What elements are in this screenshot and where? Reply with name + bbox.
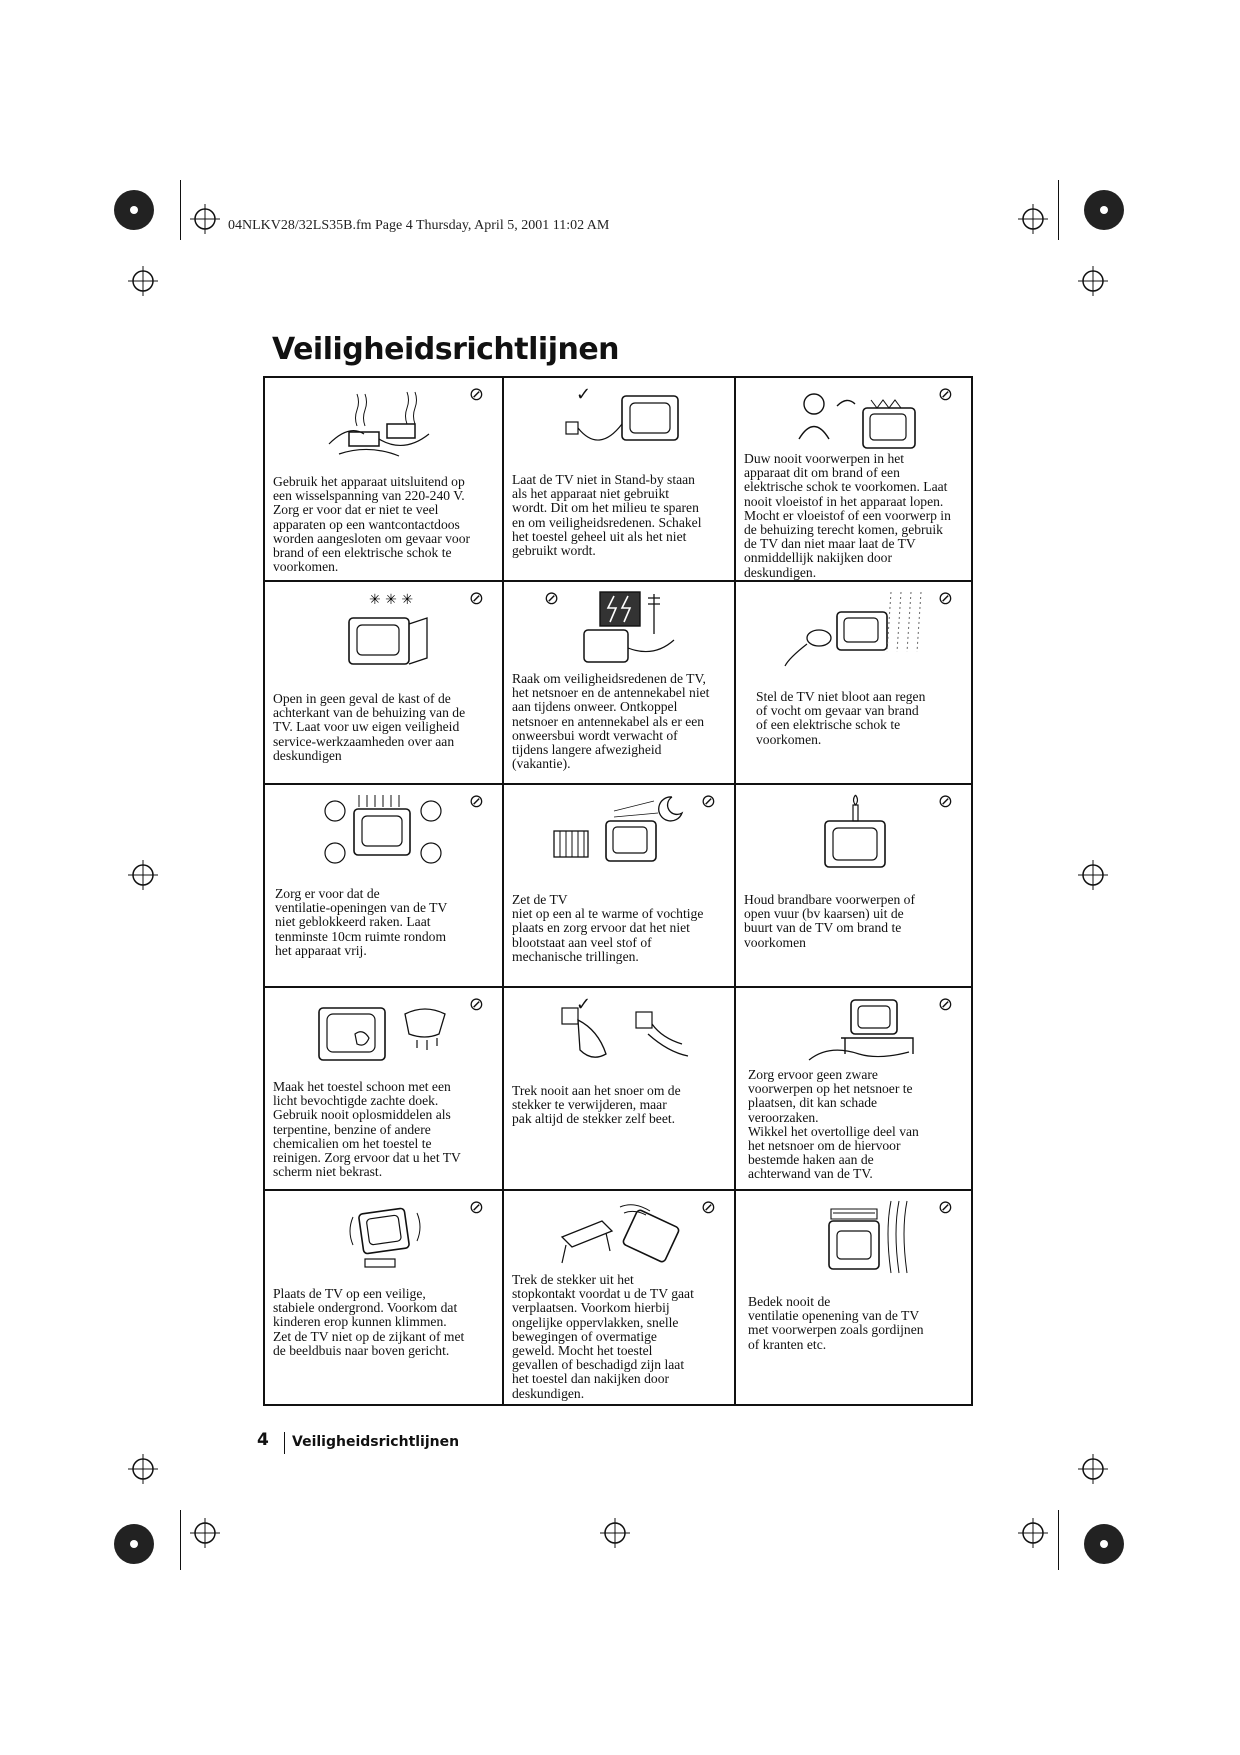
footer-divider: [284, 1432, 285, 1454]
tv-ventilation-icon: [309, 791, 459, 871]
prohibited-icon: ⊘: [544, 588, 560, 609]
cell-text: Open in geen geval de kast of de achterkant van de behuizing van de TV. Laat voor uw eigen veiligheid service-werkzaamheden over aan deskundigen: [273, 691, 466, 763]
crosshair-icon: [190, 1518, 220, 1548]
prohibited-icon: ⊘: [937, 588, 953, 609]
cell-text: Gebruik het apparaat uitsluitend op een wisselspanning van 220-240 V. Zorg er voor dat er niet te veel apparaten op een wantcontactdoos worden aangesloten om gevaar voor brand of een elektrische schok te voorkomen.: [273, 474, 471, 575]
crop-mark: [180, 180, 181, 240]
tv-rain-icon: [779, 588, 929, 668]
cell-text: Zet de TV niet op een al te warme of vochtige plaats en zorg ervoor dat het niet blootstaat aan veel stof of mechanische trillingen.: [512, 892, 704, 964]
page-title: Veiligheidsrichtlijnen: [272, 332, 620, 367]
cell-text: Raak om veiligheidsredenen de TV, het netsnoer en de antennekabel niet aan tijdens onweer. Ontkoppel netsnoer en antennekabel als er een onweersbui wordt verwacht of tijdens langere afwezigheid (vakantie).: [512, 671, 710, 772]
safety-cell: [736, 1191, 971, 1404]
cell-text: Zorg er voor dat de ventilatie-openingen van de TV niet geblokkeerd raken. Laat tenminste 10cm ruimte rondom het apparaat vrij.: [275, 886, 448, 958]
crosshair-icon: [1018, 204, 1048, 234]
safety-cell: [504, 785, 736, 988]
safety-cell: [504, 378, 736, 582]
file-header: 04NLKV28/32LS35B.fm Page 4 Thursday, April 5, 2001 11:02 AM: [228, 218, 610, 233]
safety-cell: [265, 378, 504, 582]
prohibited-icon: ⊘: [468, 588, 484, 609]
prohibited-icon: ⊘: [937, 791, 953, 812]
power-strip-heat-icon: [309, 384, 459, 464]
crosshair-icon: [1078, 1454, 1108, 1484]
crosshair-icon: [600, 1518, 630, 1548]
safety-cell: [265, 988, 504, 1191]
check-icon: ✓: [576, 384, 592, 405]
safety-cell: [504, 582, 736, 785]
crosshair-icon: [1078, 266, 1108, 296]
crop-mark: [1058, 180, 1059, 240]
safety-cell: [736, 378, 971, 582]
safety-cell: [736, 582, 971, 785]
crop-mark: [180, 1510, 181, 1570]
cell-text: Houd brandbare voorwerpen of open vuur (bv kaarsen) uit de buurt van de TV om brand te voorkomen: [744, 892, 915, 950]
safety-cell: [265, 1191, 504, 1404]
cell-text: Maak het toestel schoon met een licht bevochtigde zachte doek. Gebruik nooit oplosmiddelen als terpentine, benzine of andere chemicalien om het toestel te reinigen. Zorg ervoor dat u het TV scherm niet bekrast.: [273, 1079, 461, 1180]
tv-plug-icon: [544, 384, 694, 464]
crosshair-icon: [128, 860, 158, 890]
tv-lightning-icon: [544, 588, 694, 668]
cell-text: Zorg ervoor geen zware voorwerpen op het netsnoer te plaatsen, dit kan schade veroorzaken. Wikkel het overtollige deel van het netsnoer om de hiervoor bestemde haken aan de achterwand van de TV.: [748, 1067, 919, 1182]
footer-title: Veiligheidsrichtlijnen: [292, 1434, 460, 1450]
safety-grid: [263, 376, 973, 1406]
cell-text: Laat de TV niet in Stand-by staan als het apparaat niet gebruikt wordt. Dit om het milieu te sparen en om veiligheidsredenen. Schakel het toestel geheel uit als het niet gebruikt wordt.: [512, 472, 702, 559]
cell-text: Bedek nooit de ventilatie openening van de TV met voorwerpen zoals gordijnen of kranten etc.: [748, 1294, 924, 1352]
prohibited-icon: ⊘: [700, 791, 716, 812]
check-icon: ✓: [576, 994, 592, 1015]
plug-pull-icon: [544, 994, 694, 1074]
prohibited-icon: ⊘: [468, 1197, 484, 1218]
tv-covered-icon: [779, 1197, 929, 1277]
tv-candle-icon: [779, 791, 929, 871]
prohibited-icon: ⊘: [468, 994, 484, 1015]
crosshair-icon: [1018, 1518, 1048, 1548]
crosshair-icon: [128, 1454, 158, 1484]
prohibited-icon: ⊘: [937, 384, 953, 405]
registration-mark-icon: [1082, 188, 1126, 232]
registration-mark-icon: [112, 1522, 156, 1566]
prohibited-icon: ⊘: [700, 1197, 716, 1218]
prohibited-icon: ⊘: [937, 1197, 953, 1218]
prohibited-icon: ⊘: [468, 791, 484, 812]
registration-mark-icon: [112, 188, 156, 232]
tv-cord-stand-icon: [779, 994, 929, 1074]
cell-text: Stel de TV niet bloot aan regen of vocht om gevaar van brand of een elektrische schok te voorkomen.: [756, 689, 926, 747]
tv-open-cabinet-icon: [309, 588, 459, 668]
svg-text:✳ ✳ ✳: ✳ ✳ ✳: [368, 592, 413, 608]
safety-cell: [736, 988, 971, 1191]
cell-text: Trek nooit aan het snoer om de stekker te verwijderen, maar pak altijd de stekker zelf beet.: [512, 1083, 681, 1127]
prohibited-icon: ⊘: [468, 384, 484, 405]
registration-mark-icon: [1082, 1522, 1126, 1566]
safety-cell: [504, 1191, 736, 1404]
tv-unstable-icon: [309, 1197, 459, 1277]
prohibited-icon: ⊘: [937, 994, 953, 1015]
tv-heat-sun-icon: [544, 791, 694, 871]
safety-cell: [265, 785, 504, 988]
safety-cell: [736, 785, 971, 988]
tv-cleaning-icon: [309, 994, 459, 1074]
cell-text: Duw nooit voorwerpen in het apparaat dit om brand of een elektrische schok te voorkomen. Laat nooit vloeistof in het apparaat lopen. Mocht er vloeistof of een voorwerp in de behuizing terecht komen, gebruik de TV dan niet maar laat de TV onmiddellijk nakijken door deskundigen.: [744, 451, 951, 580]
safety-cell: [265, 582, 504, 785]
tv-falling-icon: [544, 1197, 694, 1277]
cell-text: Plaats de TV op een veilige, stabiele ondergrond. Voorkom dat kinderen erop kunnen klimmen. Zet de TV niet op de zijkant of met de beeldbuis naar boven gericht.: [273, 1286, 465, 1358]
crosshair-icon: [1078, 860, 1108, 890]
cell-text: Trek de stekker uit het stopkontakt voordat u de TV gaat verplaatsen. Voorkom hierbij ongelijke oppervlakken, snelle bewegingen of overmatige geweld. Mocht het toestel gevallen of beschadigd zijn laat het toestel dan nakijken door deskundigen.: [512, 1272, 694, 1401]
crosshair-icon: [190, 204, 220, 234]
safety-cell: [504, 988, 736, 1191]
page-number: 4: [257, 1430, 269, 1450]
crop-mark: [1058, 1510, 1059, 1570]
crosshair-icon: [128, 266, 158, 296]
